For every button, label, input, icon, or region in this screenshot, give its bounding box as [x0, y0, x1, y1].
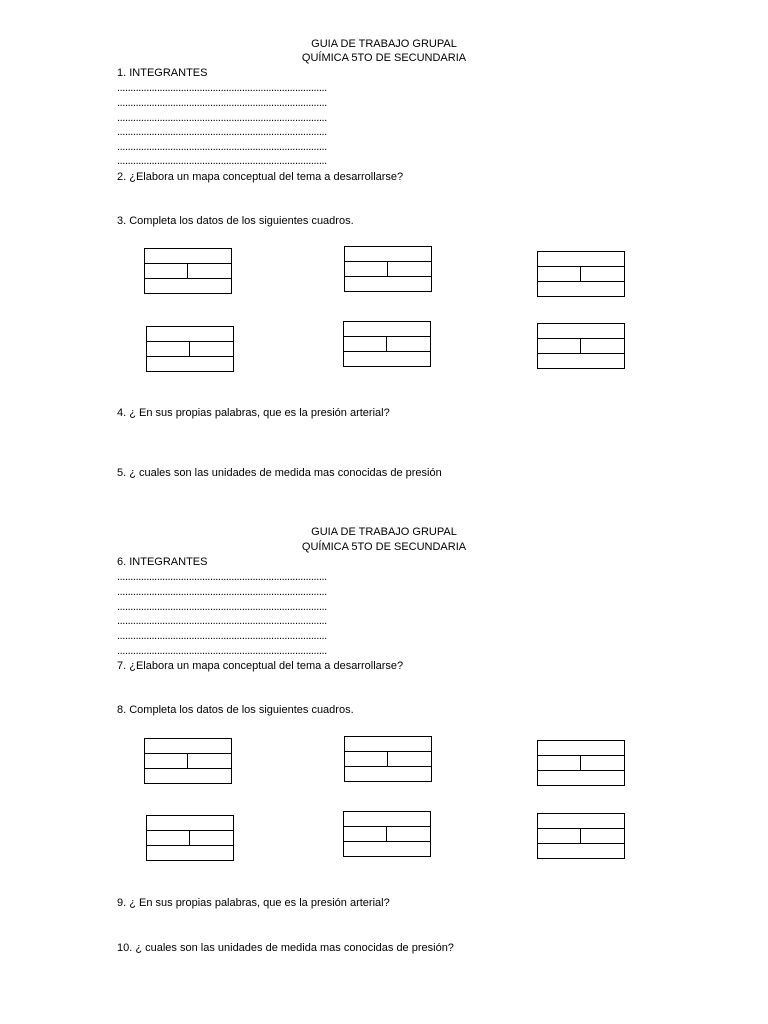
q10-unidades-presion: 10. ¿ cuales son las unidades de medida mas conocidas de presión? [117, 942, 454, 954]
fill-in-box[interactable] [537, 740, 625, 786]
blank-line[interactable]: ............................................................................... [117, 82, 327, 94]
section2-subtitle: QUÍMICA 5TO DE SECUNDARIA [301, 541, 467, 553]
q1-integrantes: 1. INTEGRANTES [117, 67, 208, 79]
blank-line[interactable]: ............................................................................... [117, 112, 327, 124]
fill-in-box[interactable] [537, 251, 625, 297]
fill-in-box[interactable] [146, 815, 234, 861]
blank-line[interactable]: ............................................................................... [117, 630, 327, 642]
fill-in-box[interactable] [537, 323, 625, 369]
q2-mapa-conceptual: 2. ¿Elabora un mapa conceptual del tema a desarrollarse? [117, 171, 404, 183]
q3-completa-cuadros: 3. Completa los datos de los siguientes cuadros. [117, 215, 354, 227]
blank-line[interactable]: ............................................................................... [117, 615, 327, 627]
fill-in-box[interactable] [343, 811, 431, 857]
fill-in-box[interactable] [344, 246, 432, 292]
fill-in-box[interactable] [146, 326, 234, 372]
fill-in-box[interactable] [144, 738, 232, 784]
section1-subtitle: QUÍMICA 5TO DE SECUNDARIA [301, 52, 467, 64]
fill-in-box[interactable] [343, 321, 431, 367]
blank-line[interactable]: ............................................................................... [117, 97, 327, 109]
blank-line[interactable]: ............................................................................... [117, 155, 327, 167]
q8-completa-cuadros: 8. Completa los datos de los siguientes cuadros. [117, 704, 354, 716]
section2-title: GUIA DE TRABAJO GRUPAL [311, 526, 457, 538]
fill-in-box[interactable] [144, 248, 232, 294]
blank-line[interactable]: ............................................................................... [117, 571, 327, 583]
section1-title: GUIA DE TRABAJO GRUPAL [311, 38, 457, 50]
blank-line[interactable]: ............................................................................... [117, 126, 327, 138]
q9-presion-arterial: 9. ¿ En sus propias palabras, que es la presión arterial? [117, 897, 390, 909]
fill-in-box[interactable] [344, 736, 432, 782]
blank-line[interactable]: ............................................................................... [117, 645, 327, 657]
q6-integrantes: 6. INTEGRANTES [117, 556, 208, 568]
blank-line[interactable]: ............................................................................... [117, 601, 327, 613]
blank-line[interactable]: ............................................................................... [117, 586, 327, 598]
q7-mapa-conceptual: 7. ¿Elabora un mapa conceptual del tema a desarrollarse? [117, 660, 404, 672]
blank-line[interactable]: ............................................................................... [117, 141, 327, 153]
fill-in-box[interactable] [537, 813, 625, 859]
q4-presion-arterial: 4. ¿ En sus propias palabras, que es la presión arterial? [117, 407, 390, 419]
q5-unidades-presion: 5. ¿ cuales son las unidades de medida mas conocidas de presión [117, 467, 442, 479]
